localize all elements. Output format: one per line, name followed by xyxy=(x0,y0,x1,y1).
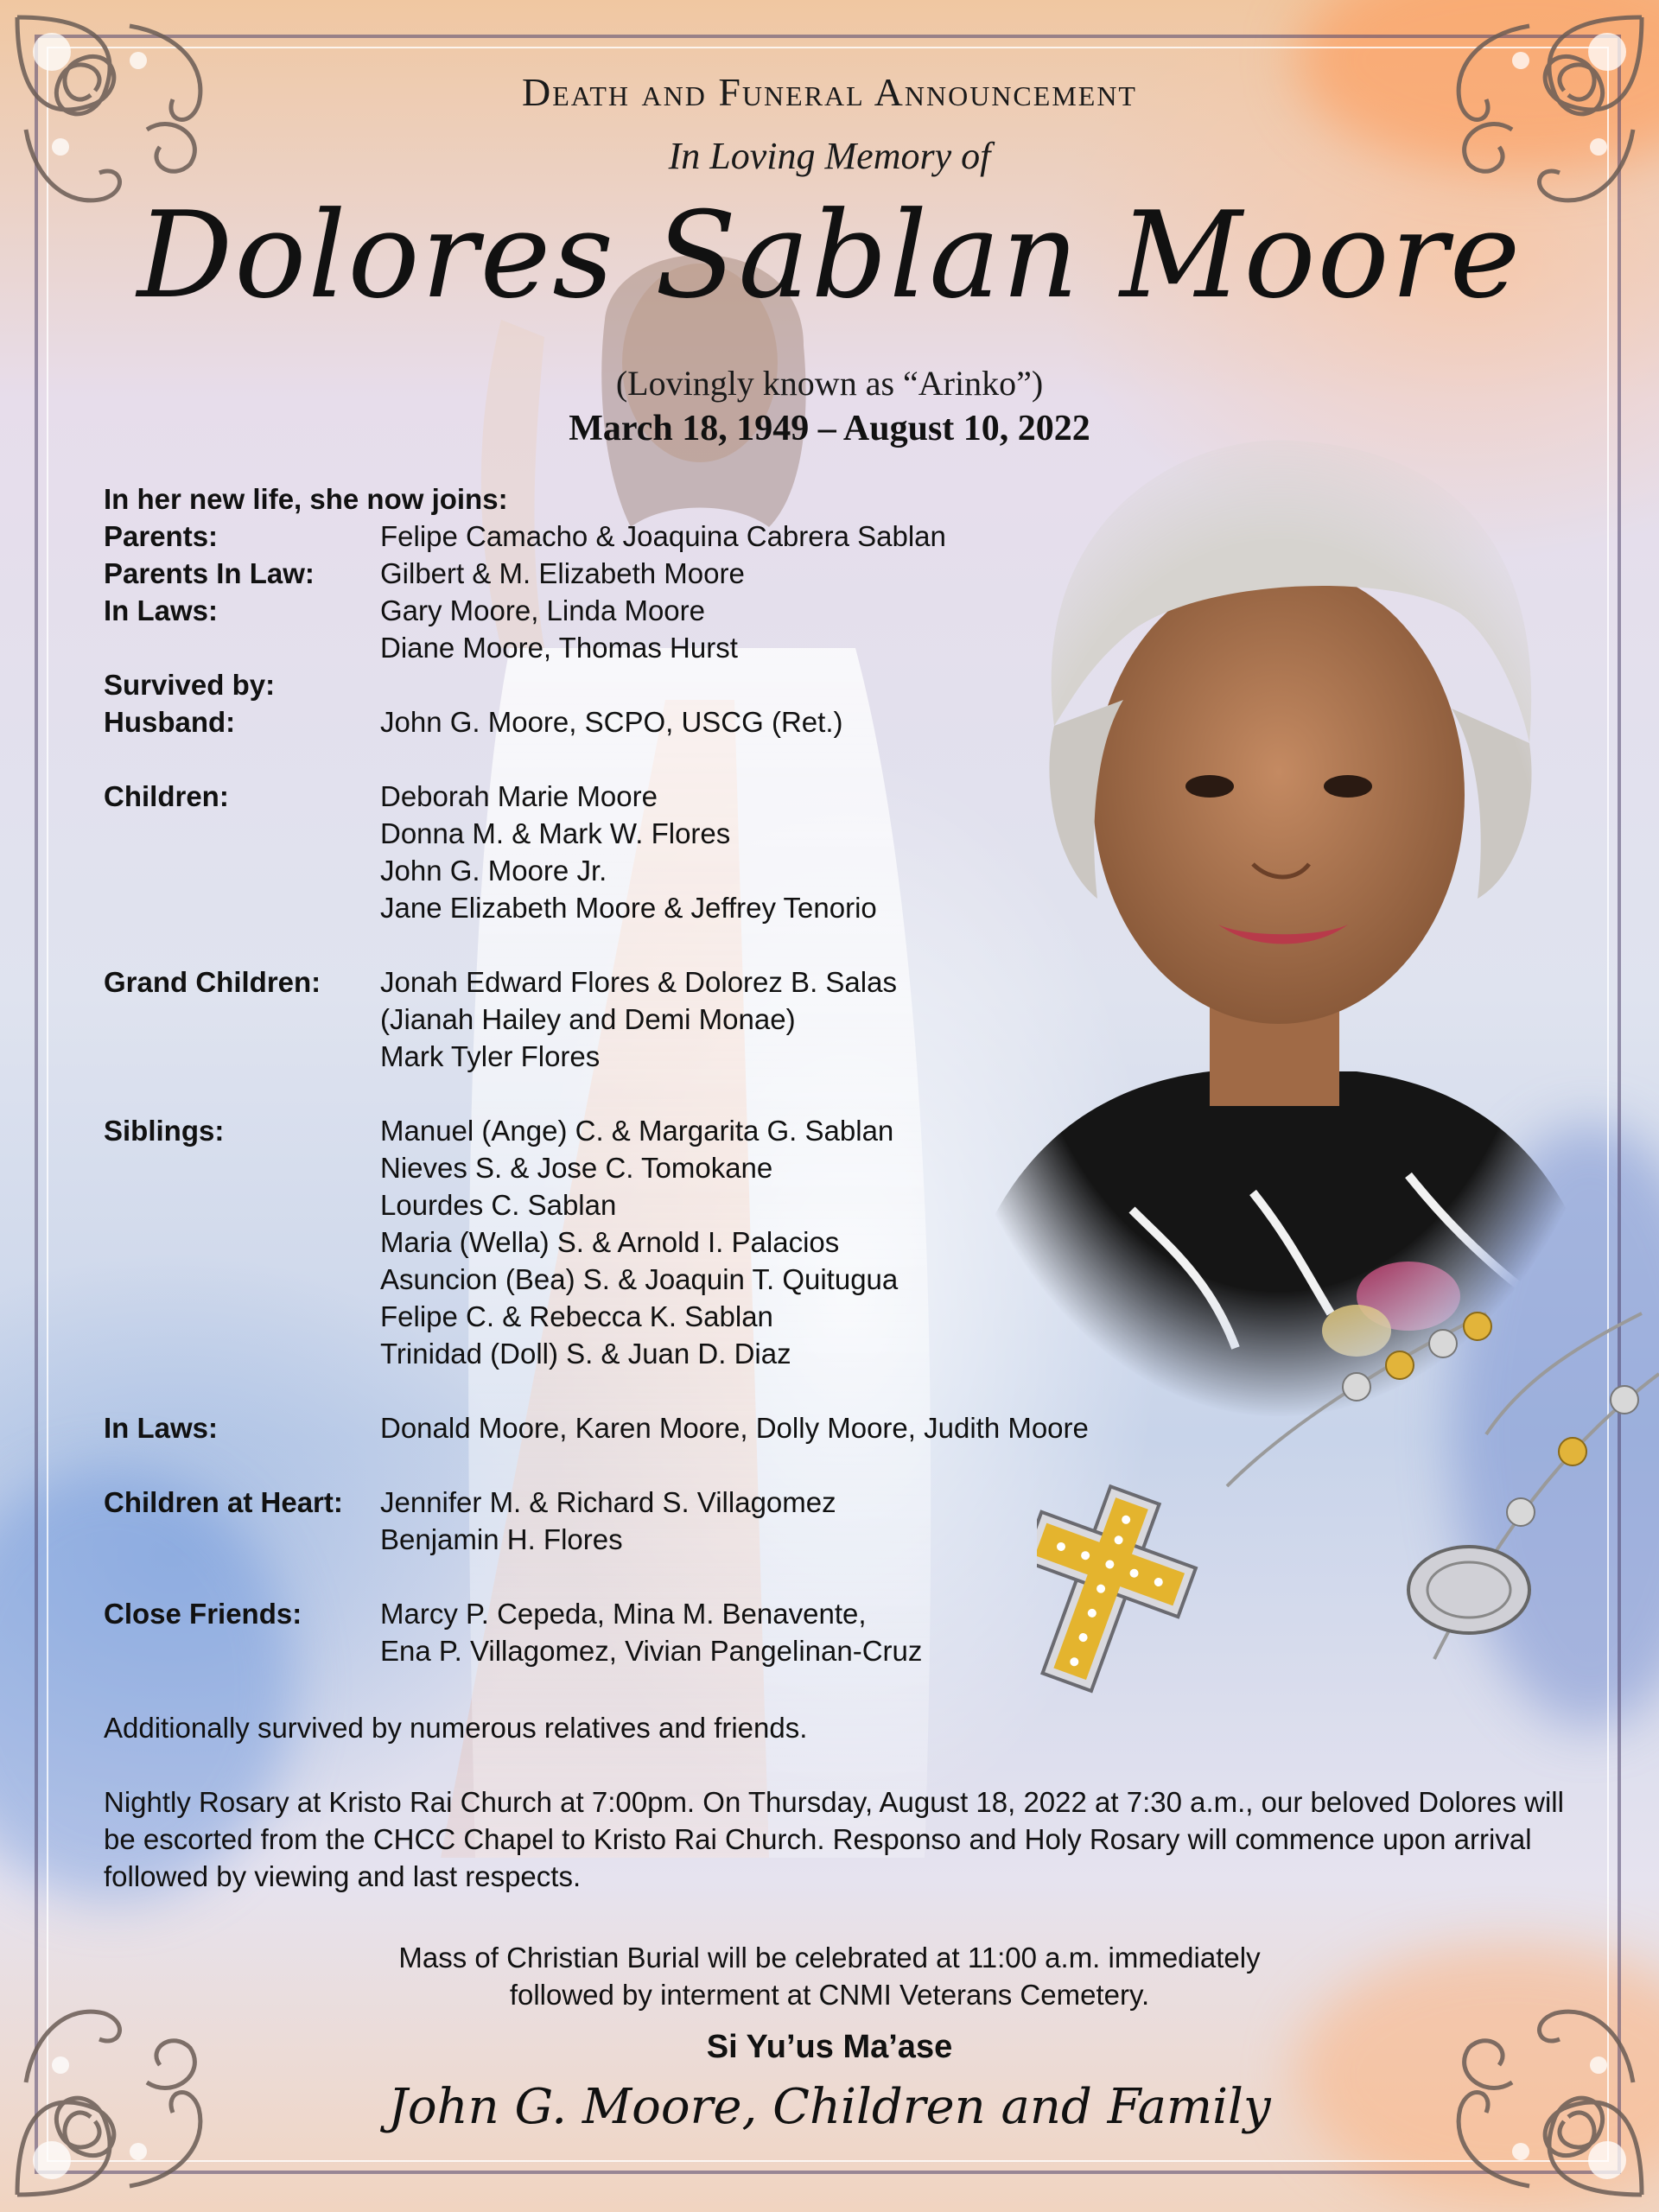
parents-group xyxy=(104,518,1175,555)
name-line: (Jianah Hailey and Demi Monae) xyxy=(380,1003,796,1035)
group-label: Children: xyxy=(104,780,229,812)
name-line: Benjamin H. Flores xyxy=(380,1523,623,1555)
children-at-heart-group xyxy=(104,1484,1175,1558)
survived-by-line: Survived by: xyxy=(104,669,276,701)
announcement-title: Death and Funeral Announcement xyxy=(522,70,1137,114)
name-line: Jennifer M. & Richard S. Villagomez xyxy=(380,1486,836,1518)
name-line: Gilbert & M. Elizabeth Moore xyxy=(380,557,745,589)
deceased-name: Dolores Sablan Moore xyxy=(137,186,1522,325)
rosary-notice: Nightly Rosary at Kristo Rai Church at 7:00pm. On Thursday, August 18, 2022 at 7:30 a.m., our beloved Dolores will be escorted from the CHCC Chapel to Kristo Rai Church. Responso and Holy Rosary will commence upon arrival followed by viewing and last respects. xyxy=(104,1786,1564,1892)
name-line: Diane Moore, Thomas Hurst xyxy=(380,632,738,664)
group-label: Parents In Law: xyxy=(104,557,315,589)
group-label: In Laws: xyxy=(104,1412,219,1444)
name-line: Maria (Wella) S. & Arnold I. Palacios xyxy=(380,1226,840,1258)
name-line: Felipe C. & Rebecca K. Sablan xyxy=(380,1300,773,1332)
in-laws-surviving-group xyxy=(104,1409,1175,1446)
name-line: John G. Moore Jr. xyxy=(380,855,607,887)
group-label: Children at Heart: xyxy=(104,1486,343,1518)
name-line: Felipe Camacho & Joaquina Cabrera Sablan xyxy=(380,520,946,552)
thank-you-line: Si Yu’us Ma’ase xyxy=(706,2029,953,2065)
intro-line: In her new life, she now joins: xyxy=(104,483,508,515)
name-line: Nieves S. & Jose C. Tomokane xyxy=(380,1152,773,1184)
name-line: Asuncion (Bea) S. & Joaquin T. Quitugua xyxy=(380,1263,899,1295)
group-label: Close Friends: xyxy=(104,1598,302,1630)
name-line: Trinidad (Doll) S. & Juan D. Diaz xyxy=(380,1338,791,1370)
burial-line: Mass of Christian Burial will be celebrated at 11:00 a.m. immediately xyxy=(398,1942,1261,1974)
burial-notice xyxy=(0,1939,1659,2013)
name-line: Ena P. Villagomez, Vivian Pangelinan-Cruz xyxy=(380,1635,923,1667)
service-notices xyxy=(104,1709,1564,1895)
husband-group xyxy=(104,703,1175,741)
family-listing xyxy=(104,480,1175,1669)
family-signature: John G. Moore, Children and Family xyxy=(388,2079,1271,2135)
additional-survivors: Additionally survived by numerous relatives and friends. xyxy=(104,1712,808,1744)
name-line: Jane Elizabeth Moore & Jeffrey Tenorio xyxy=(380,892,877,924)
name-line: John G. Moore, SCPO, USCG (Ret.) xyxy=(380,706,843,738)
group-label: Grand Children: xyxy=(104,966,321,998)
children-group xyxy=(104,778,1175,926)
name-line: Lourdes C. Sablan xyxy=(380,1189,617,1221)
grand-children-group xyxy=(104,963,1175,1075)
in-laws-deceased-group xyxy=(104,592,1175,666)
life-dates: March 18, 1949 – August 10, 2022 xyxy=(569,409,1090,448)
group-label: Siblings: xyxy=(104,1115,225,1147)
nickname-line: (Lovingly known as “Arinko”) xyxy=(615,364,1044,403)
name-line: Jonah Edward Flores & Dolorez B. Salas xyxy=(380,966,897,998)
burial-line: followed by interment at CNMI Veterans Cemetery. xyxy=(509,1979,1150,2011)
name-line: Manuel (Ange) C. & Margarita G. Sablan xyxy=(380,1115,894,1147)
name-line: Mark Tyler Flores xyxy=(380,1040,601,1072)
memory-line: In Loving Memory of xyxy=(668,135,991,177)
name-line: Marcy P. Cepeda, Mina M. Benavente, xyxy=(380,1598,867,1630)
name-line: Donald Moore, Karen Moore, Dolly Moore, Judith Moore xyxy=(380,1412,1089,1444)
group-label: Husband: xyxy=(104,706,236,738)
group-label: In Laws: xyxy=(104,594,219,626)
siblings-group xyxy=(104,1112,1175,1372)
name-line: Donna M. & Mark W. Flores xyxy=(380,817,731,849)
group-label: Parents: xyxy=(104,520,219,552)
close-friends-group xyxy=(104,1595,1175,1669)
parents-in-law-group xyxy=(104,555,1175,592)
name-line: Deborah Marie Moore xyxy=(380,780,658,812)
name-line: Gary Moore, Linda Moore xyxy=(380,594,706,626)
